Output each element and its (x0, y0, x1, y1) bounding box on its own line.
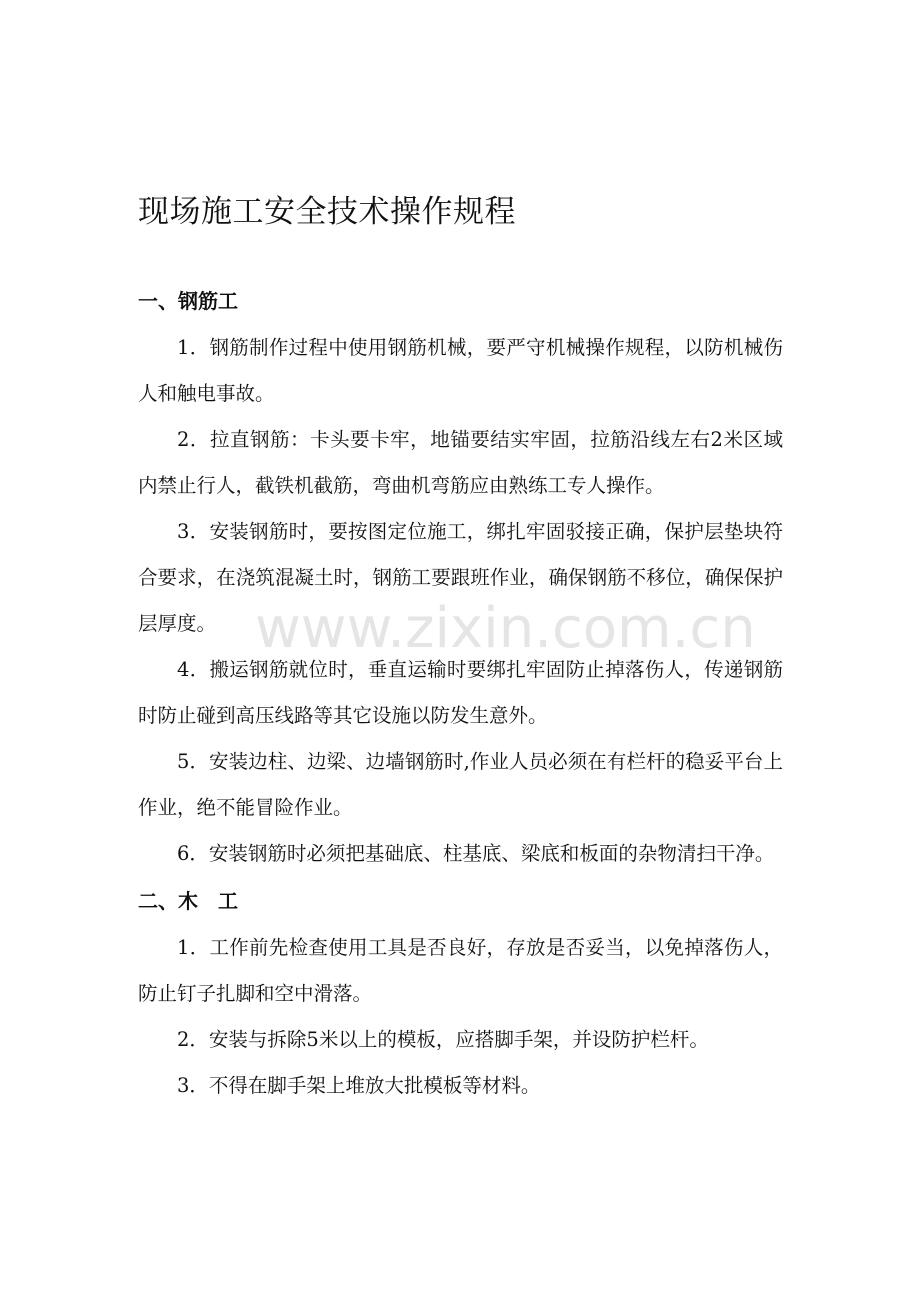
watermark: www.zixin.com.cn (255, 596, 756, 661)
section-heading-carpentry: 二、木 工 (138, 889, 238, 913)
rebar-item-2: 2．拉直钢筋：卡头要卡牢，地锚要结实牢固，拉筋沿线左右2米区域内禁止行人，截铁机截筋，弯曲机弯筋应由熟练工专人操作。 (138, 428, 783, 497)
carpentry-item-2: 2．安装与拆除5米以上的模板，应搭脚手架，并设防护栏杆。 (177, 1028, 709, 1051)
rebar-item-1: 1．钢筋制作过程中使用钢筋机械，要严守机械操作规程，以防机械伤人和触电事故。 (138, 336, 783, 405)
rebar-item-5: 5．安装边柱、边梁、边墙钢筋时,作业人员必须在有栏杆的稳妥平台上作业，绝不能冒险作业。 (138, 750, 783, 819)
rebar-item-6: 6．安装钢筋时必须把基础底、柱基底、梁底和板面的杂物清扫干净。 (177, 842, 775, 865)
section-heading-rebar: 一、钢筋工 (138, 289, 238, 313)
rebar-item-3: 3．安装钢筋时，要按图定位施工，绑扎牢固驳接正确，保护层垫块符合要求，在浇筑混凝土时，钢筋工要跟班作业，确保钢筋不移位，确保保护层厚度。 (138, 520, 783, 635)
document-body (138, 285, 783, 1109)
rebar-item-4: 4．搬运钢筋就位时，垂直运输时要绑扎牢固防止掉落伤人，传递钢筋时防止碰到高压线路等其它设施以防发生意外。 (138, 658, 783, 727)
carpentry-item-3: 3．不得在脚手架上堆放大批模板等材料。 (177, 1074, 541, 1097)
document-title: 现场施工安全技术操作规程 (138, 194, 516, 230)
carpentry-item-1: 1．工作前先检查使用工具是否良好，存放是否妥当，以免掉落伤人，防止钉子扎脚和空中滑落。 (138, 936, 783, 1005)
